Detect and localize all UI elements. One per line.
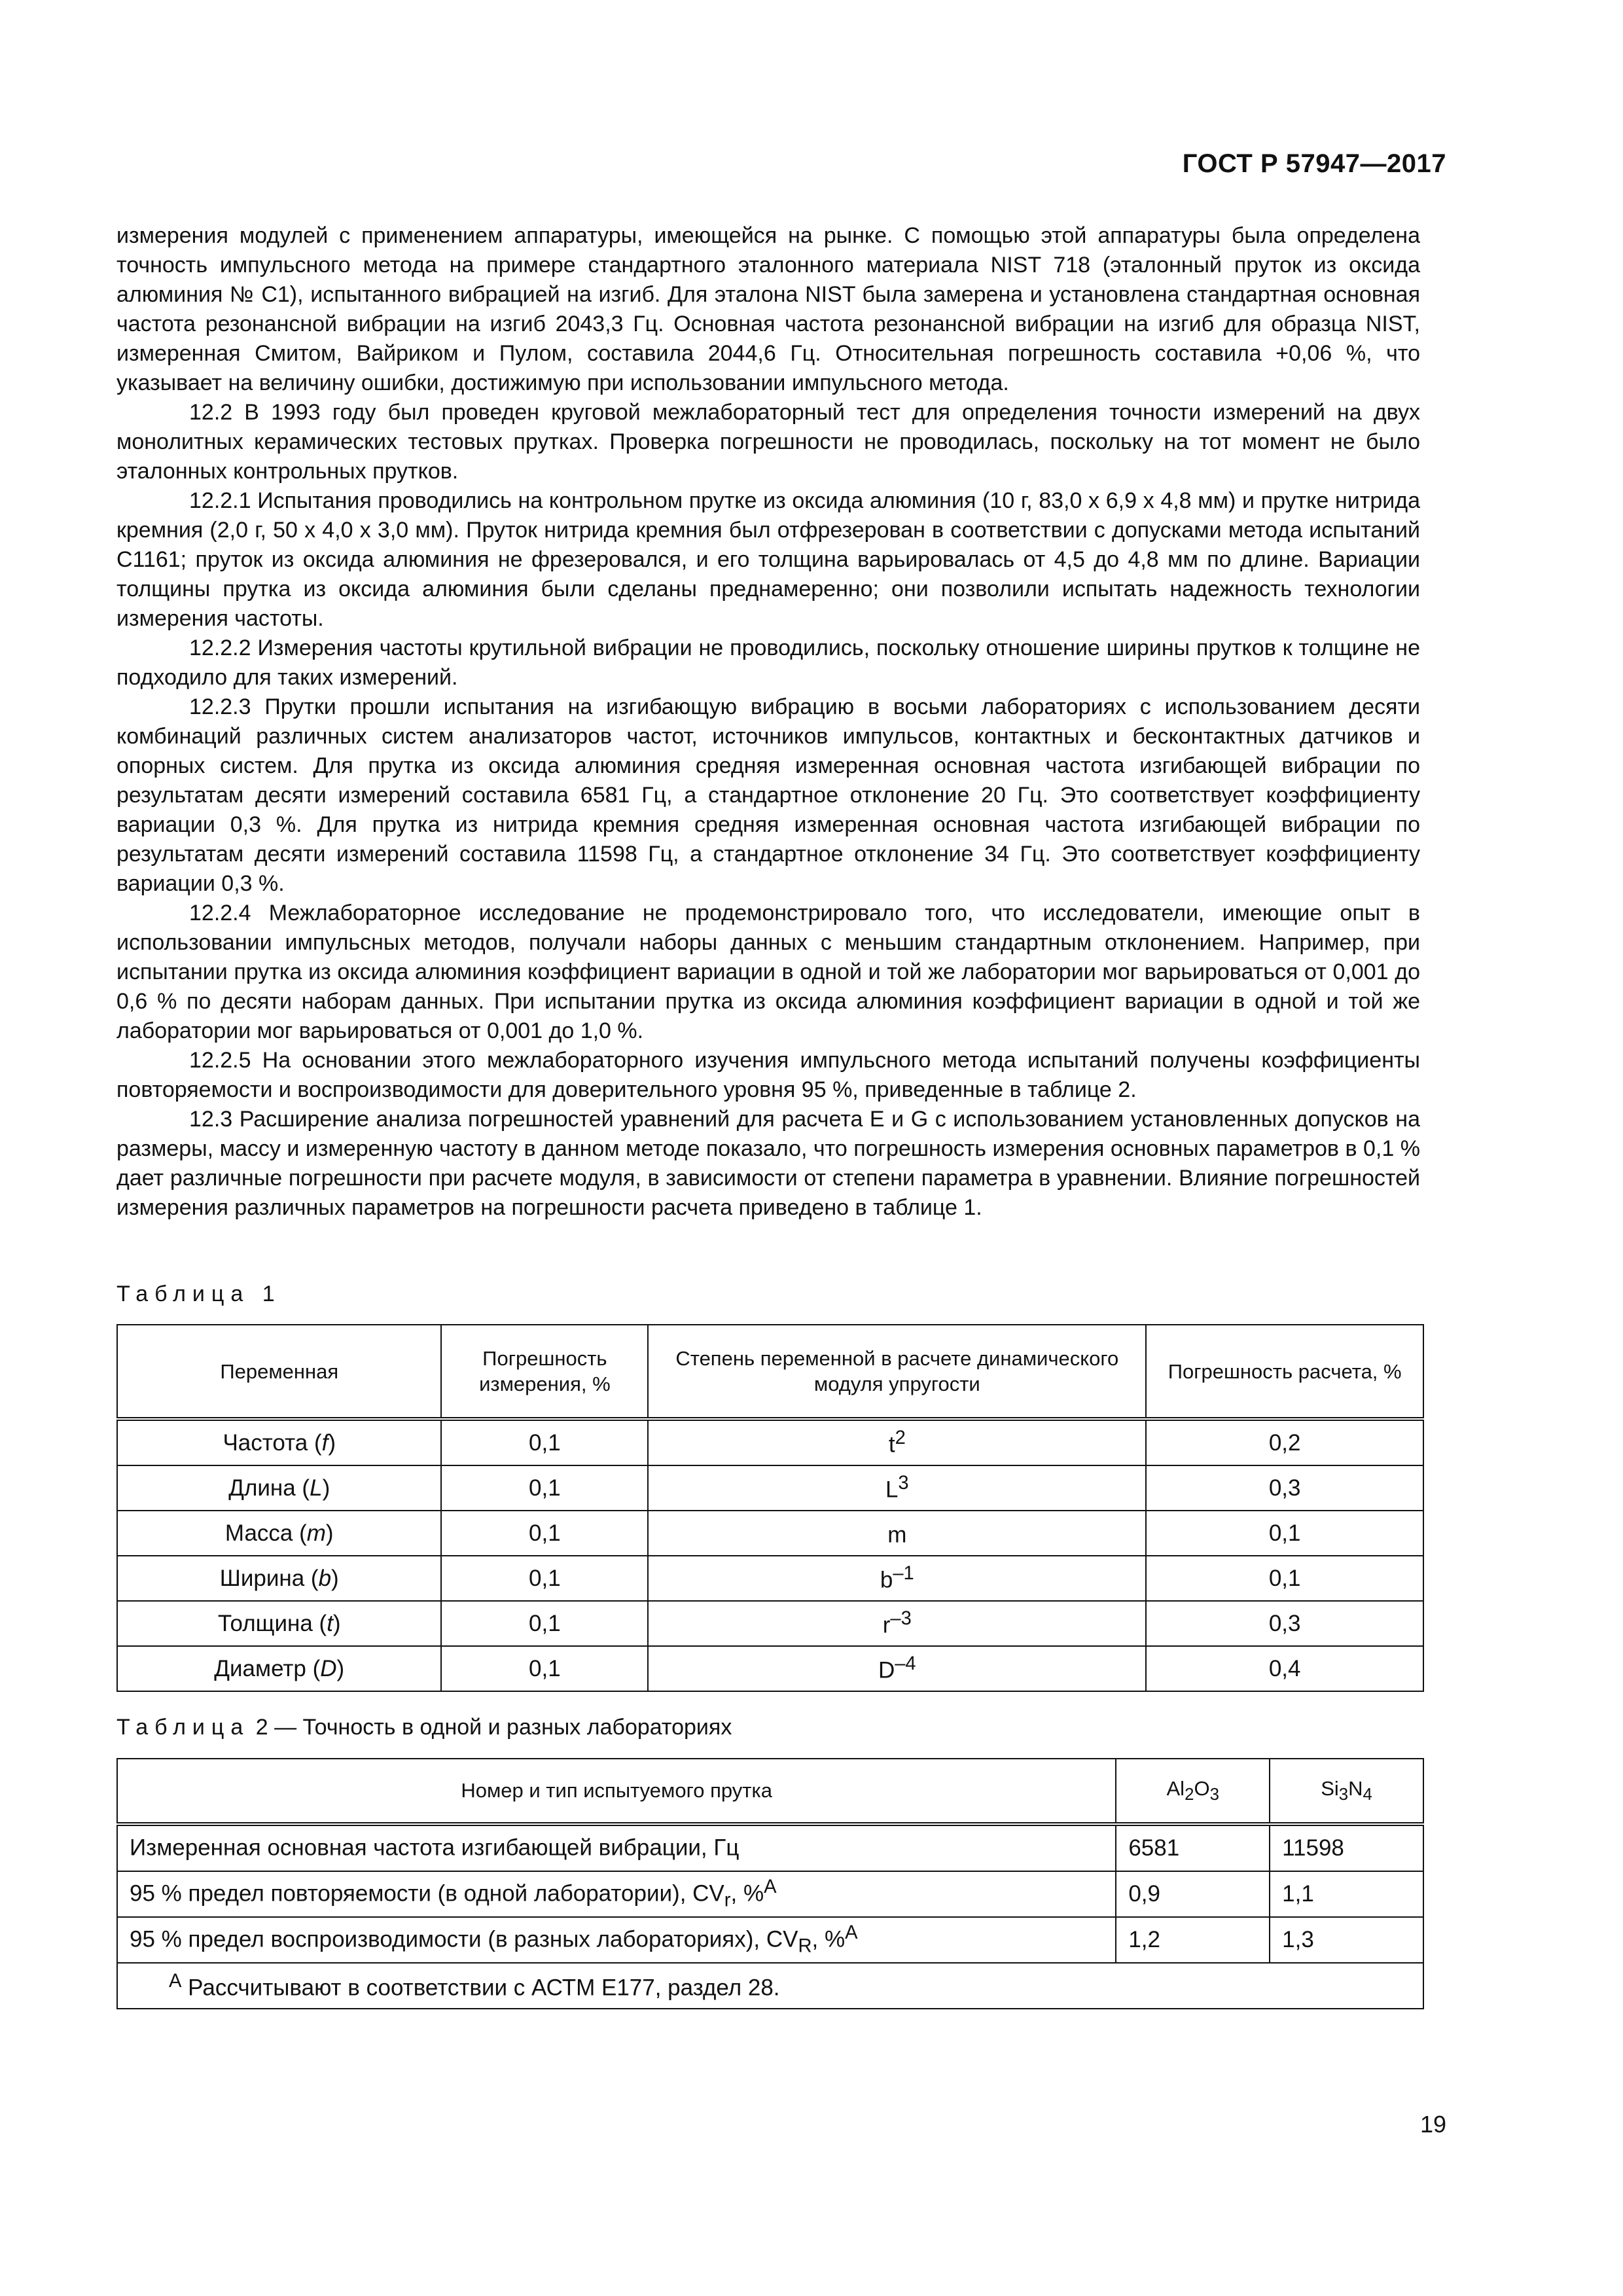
variable-cell: Частота (f) [117,1419,441,1465]
variable-cell: Масса (m) [117,1511,441,1556]
table2-header-row [117,1759,1423,1824]
table-row [117,1917,1423,1963]
si3n4-value: 1,3 [1270,1917,1423,1963]
variable-cell: Толщина (t) [117,1601,441,1646]
variable-cell: Ширина (b) [117,1556,441,1601]
table1-header-calc-error: Погрешность расчета, % [1146,1325,1423,1419]
page-number: 19 [1419,2111,1446,2138]
table1-header-row [117,1325,1423,1419]
table2-header-si3n4: $Si_3N_4$ [1270,1759,1423,1824]
calc-error-cell: 0,3 [1146,1601,1423,1646]
paragraph-12-2-2: 12.2.2 Измерения частоты крутильной вибрации не проводились, поскольку отношение ширины прутков к толщине не подходило для таких измерений. [116,636,1420,690]
table-row [117,1465,1423,1511]
al2o3-value: 6581 [1116,1824,1270,1871]
table1 [116,1324,1424,1692]
measurement-error-cell: 0,1 [441,1419,648,1465]
document-header: ГОСТ Р 57947—2017 [1182,149,1446,178]
row-label: Измеренная основная частота изгибающей вибрации, Гц [117,1824,1116,1871]
measurement-error-cell: 0,1 [441,1556,648,1601]
si3n4-value: 1,1 [1270,1871,1423,1917]
al2o3-value: 0,9 [1116,1871,1270,1917]
paragraph: измерения модулей с применением аппаратуры, имеющейся на рынке. С помощью этой аппаратуры была определена точность импульсного метода на примере стандартного эталонного материала NIST 718 (эталонный пруток из оксида алюминия № С1), испытанного вибрацией на изгиб. Для эталона NIST была замерена и установлена стандартная основная частота резонансной вибрации на изгиб 2043,3 Гц. Основная частота резонансной вибрации на изгиб для образца NIST, измеренная Смитом, Вайриком и Пулом, составила 2044,6 Гц. Относительная погрешность составила +0,06 %, что указывает на величину ошибки, достижимую при использовании импульсного метода. [116,223,1420,395]
exponent-cell: m [648,1511,1146,1556]
measurement-error-cell: 0,1 [441,1511,648,1556]
table2-caption: Таблица 2 — Точность в одной и разных лабораториях [116,1715,732,1740]
table1-header-measurement-error: Погрешность измерения, % [441,1325,648,1419]
exponent-cell: $t^2$ [648,1419,1146,1465]
si3n4-value: 11598 [1270,1824,1423,1871]
calc-error-cell: 0,4 [1146,1646,1423,1691]
calc-error-cell: 0,1 [1146,1556,1423,1601]
paragraph-12-2: 12.2 В 1993 году был проведен круговой межлабораторный тест для определения точности измерений на двух монолитных керамических тестовых прутках. Проверка погрешности не проводилась, поскольку на тот момент не было эталонных контрольных прутков. [116,400,1420,484]
table2 [116,1758,1424,2009]
table1-caption: Таблица 1 [116,1282,281,1306]
table1-header-exponent: Степень переменной в расчете динамического модуля упругости [648,1325,1146,1419]
table2-footnote-row [117,1963,1423,2009]
exponent-cell: $b^{-1}$ [648,1556,1146,1601]
measurement-error-cell: 0,1 [441,1646,648,1691]
row-label: 95 % предел воспроизводимости (в разных лабораториях), $CV_R$, %$^A$ [117,1917,1116,1963]
body-text [116,221,1420,1223]
paragraph-12-2-1: 12.2.1 Испытания проводились на контрольном прутке из оксида алюминия (10 г, 83,0 х 6,9 х 4,8 мм) и прутке нитрида кремния (2,0 г, 50 х 4,0 х 3,0 мм). Пруток нитрида кремния был отфрезерован в соответствии с допусками метода испытаний С1161; пруток из оксида алюминия не фрезеровался, и его толщина варьировалась от 4,5 до 4,8 мм по длине. Вариации толщины прутка из оксида алюминия были сделаны преднамеренно; они позволили испытать надежность технологии измерения частоты. [116,488,1420,631]
table-row [117,1871,1423,1917]
row-label: 95 % предел повторяемости (в одной лаборатории), $CV_r$, %$^A$ [117,1871,1116,1917]
variable-cell: Диаметр (D) [117,1646,441,1691]
table-row [117,1646,1423,1691]
exponent-cell: $r^{-3}$ [648,1601,1146,1646]
table1-header-variable: Переменная [117,1325,441,1419]
table2-header-specimen: Номер и тип испытуемого прутка [117,1759,1116,1824]
paragraph-12-2-5: 12.2.5 На основании этого межлабораторного изучения импульсного метода испытаний получены коэффициенты повторяемости и воспроизводимости для доверительного уровня 95 %, приведенные в таблице 2. [116,1048,1420,1102]
table2-footnote: $^A$ Рассчитывают в соответствии с АСТМ Е177, раздел 28. [117,1963,1423,2009]
variable-cell: Длина (L) [117,1465,441,1511]
paragraph-12-3: 12.3 Расширение анализа погрешностей уравнений для расчета Е и G с использованием установленных допусков на размеры, массу и измеренную частоту в данном методе показало, что погрешность измерения основных параметров в 0,1 % дает различные погрешности при расчете модуля, в зависимости от степени параметра в уравнении. Влияние погрешностей измерения различных параметров на погрешности расчета приведено в таблице 1. [116,1107,1420,1220]
measurement-error-cell: 0,1 [441,1601,648,1646]
al2o3-value: 1,2 [1116,1917,1270,1963]
paragraph-12-2-4: 12.2.4 Межлабораторное исследование не продемонстрировало того, что исследователи, имеющие опыт в использовании импульсных методов, получали наборы данных с меньшим стандартным отклонением. Например, при испытании прутка из оксида алюминия коэффициент вариации в одной и той же лаборатории мог варьироваться от 0,001 до 0,6 % по десяти наборам данных. При испытании прутка из оксида алюминия коэффициент вариации в одной и той же лаборатории мог варьироваться от 0,001 до 1,0 %. [116,901,1420,1043]
table-row [117,1824,1423,1871]
calc-error-cell: 0,1 [1146,1511,1423,1556]
paragraph-12-2-3: 12.2.3 Прутки прошли испытания на изгибающую вибрацию в восьми лабораториях с использованием десяти комбинаций различных систем анализаторов частот, источников импульсов, контактных и бесконтактных датчиков и опорных систем. Для прутка из оксида алюминия средняя измеренная основная частота изгибающей вибрации по результатам десяти измерений составила 6581 Гц, а стандартное отклонение 20 Гц. Это соответствует коэффициенту вариации 0,3 %. Для прутка из нитрида кремния средняя измеренная основная частота изгибающей вибрации по результатам десяти измерений составила 11598 Гц, а стандартное отклонение 34 Гц. Это соответствует коэффициенту вариации 0,3 %. [116,694,1420,896]
table-row [117,1419,1423,1465]
measurement-error-cell: 0,1 [441,1465,648,1511]
calc-error-cell: 0,3 [1146,1465,1423,1511]
table-row [117,1556,1423,1601]
calc-error-cell: 0,2 [1146,1419,1423,1465]
exponent-cell: $D^{-4}$ [648,1646,1146,1691]
table-row [117,1601,1423,1646]
exponent-cell: $L^3$ [648,1465,1146,1511]
table2-header-al2o3: $Al_2O_3$ [1116,1759,1270,1824]
table-row [117,1511,1423,1556]
